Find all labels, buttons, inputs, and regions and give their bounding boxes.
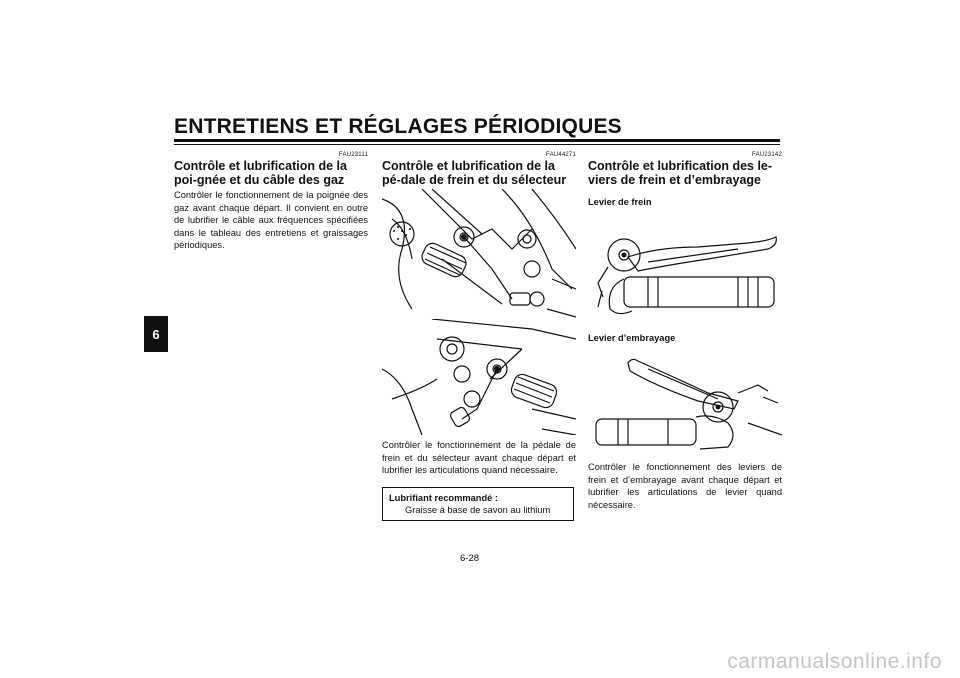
section-body: Contrôler le fonctionnement de la poignée des gaz avant chaque départ. Il convient en outre de lubrifier le câble aux fréquences spécifiées dans le tableau des entretiens et graissages périodiques. [174,190,368,251]
section-ref-code: FAU23111 [338,152,368,158]
page-header-title: ENTRETIENS ET RÉGLAGES PÉRIODIQUES [174,115,622,138]
section-throttle [174,152,368,252]
brake-lever-heading: Levier de frein [588,197,652,207]
clutch-lever-illustration [588,343,782,455]
section-ref-code: FAU44271 [546,152,576,158]
brake-lever-illustration [588,207,782,325]
section-levers [588,152,782,511]
brake-pedal-illustration [382,189,576,319]
lubricant-box [382,487,574,521]
section-body: Contrôler le fonctionnement de la pédale de frein et du sélecteur avant chaque départ et lubrifier les articulations quand nécessaire. [382,440,576,476]
section-title: Contrôle et lubrification de la poi-gnée et du câble des gaz [174,159,347,187]
section-title: Contrôle et lubrification des le-viers de frein et d’embrayage [588,159,773,187]
watermark: carmanualsonline.info [727,650,942,673]
page-number: 6-28 [460,553,480,564]
section-title: Contrôle et lubrification de la pé-dale de frein et du sélecteur [382,159,567,187]
lubricant-value: Graisse à base de savon au lithium [405,504,551,515]
section-ref-code: FAU23142 [752,152,782,158]
section-brake-pedal [382,152,576,521]
lubricant-label: Lubrifiant recommandé : [389,492,498,503]
shift-pedal-illustration [382,319,576,435]
section-body: Contrôler le fonctionnement des leviers de frein et d’embrayage avant chaque départ et lubrifier les articulations de levier quand nécessaire. [588,462,782,510]
clutch-lever-heading: Levier d’embrayage [588,333,676,343]
chapter-tab: 6 [144,316,168,352]
header-rule [174,139,780,142]
header-rule-thin [174,144,780,145]
